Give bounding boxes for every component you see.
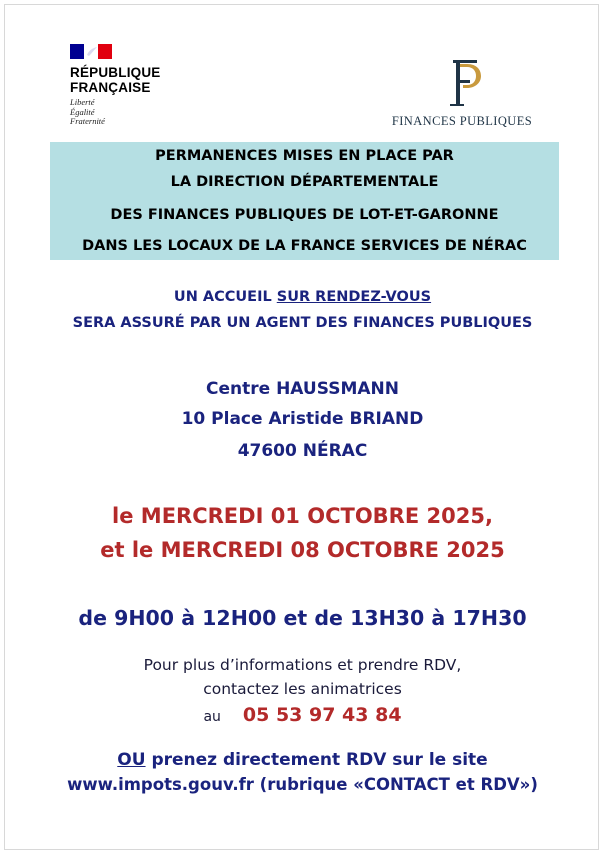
online-line-1: OU prenez directement RDV sur le site (117, 750, 488, 770)
address-line-1: Centre HAUSSMANN (206, 379, 399, 399)
fp-monogram-icon (437, 58, 487, 108)
opening-hours: de 9H00 à 12H00 et de 13H30 à 17H30 (78, 606, 527, 630)
accueil-line-2: SERA ASSURÉ PAR UN AGENT DES FINANCES PUBLIQUES (72, 315, 533, 331)
ou-label: OU (117, 750, 146, 770)
rf-motto: Liberté Égalité Fraternité (70, 97, 105, 126)
address-line-2: 10 Place Aristide BRIAND (181, 409, 424, 429)
phone-number[interactable]: 05 53 97 43 84 (242, 704, 402, 726)
french-flag-icon (70, 44, 112, 59)
website-line[interactable]: www.impots.gouv.fr (rubrique «CONTACT et RDV») (67, 775, 538, 794)
header-line-2: LA DIRECTION DÉPARTEMENTALE (170, 174, 439, 190)
info-phone-line (0, 704, 605, 726)
header-line-4: DANS LES LOCAUX DE LA FRANCE SERVICES DE NÉRAC (82, 238, 527, 254)
accueil-line-1: UN ACCUEIL SUR RENDEZ-VOUS (173, 289, 432, 305)
date-line-1: le MERCREDI 01 OCTOBRE 2025, (112, 504, 493, 528)
header-band (50, 142, 559, 260)
finances-publiques-logo (382, 58, 542, 129)
republique-francaise-logo (70, 44, 161, 127)
rf-name: RÉPUBLIQUE FRANÇAISE (70, 65, 161, 95)
date-line-2: et le MERCREDI 08 OCTOBRE 2025 (100, 538, 505, 562)
header-line-3: DES FINANCES PUBLIQUES DE LOT-ET-GARONNE (110, 207, 499, 223)
address-line-3: 47600 NÉRAC (237, 441, 368, 461)
fp-logo-text: FINANCES PUBLIQUES (391, 114, 533, 128)
info-line-2: contactez les animatrices (203, 680, 402, 698)
header-line-1: PERMANENCES MISES EN PLACE PAR (155, 148, 454, 164)
info-line-1: Pour plus d’informations et prendre RDV, (143, 656, 462, 674)
au-label: au (203, 709, 221, 725)
